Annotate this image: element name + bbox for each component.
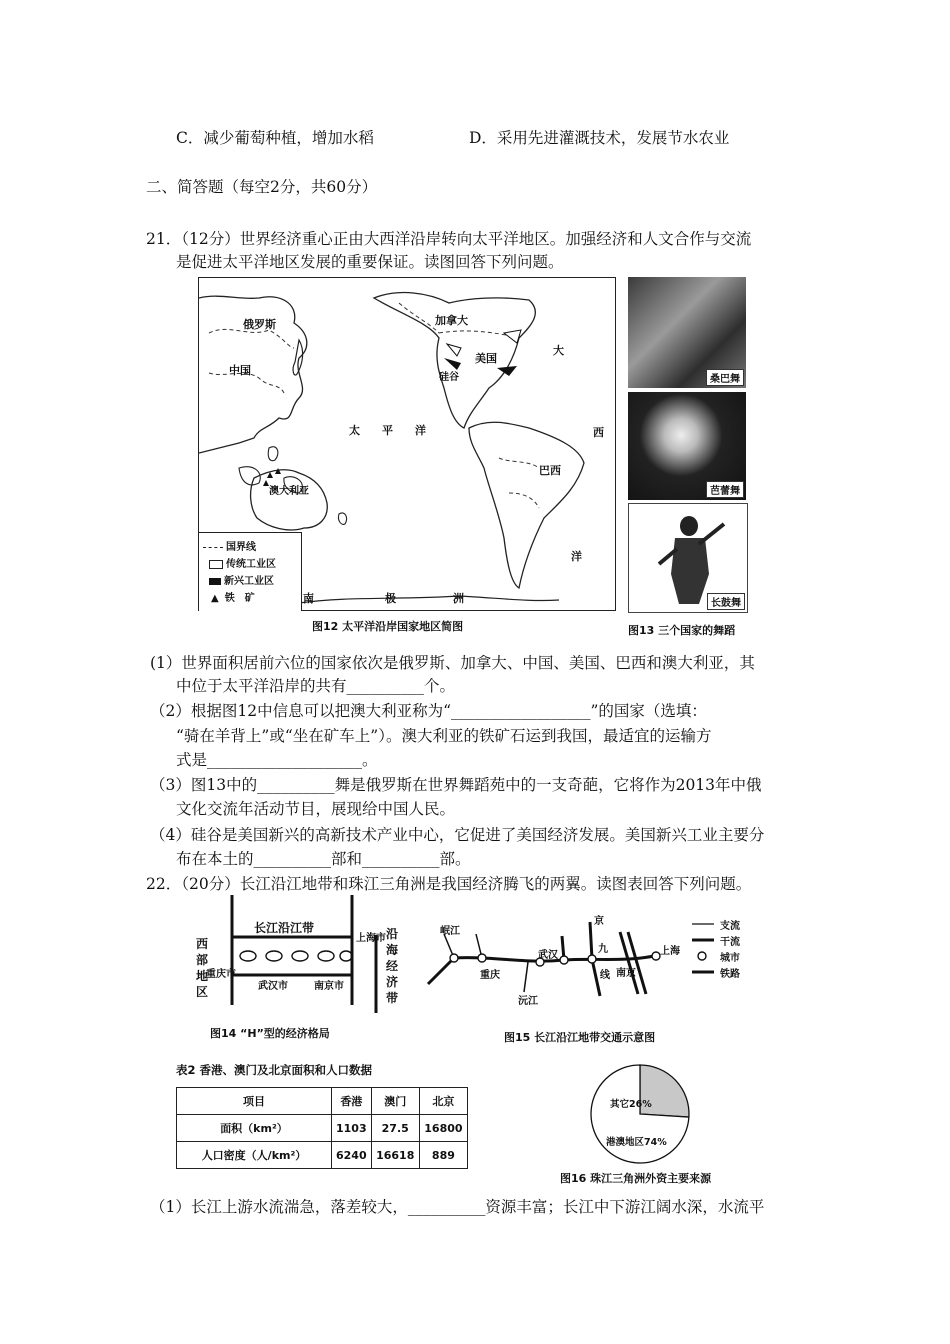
map-label-canada: 加拿大 — [435, 314, 468, 327]
fig14-west-2: 部 — [196, 953, 209, 967]
table-cell: 16618 — [371, 1142, 419, 1169]
q21-sub4-line2: 布在本土的__________部和__________部。 — [176, 850, 471, 868]
option-c: C．减少葡萄种植，增加水稻 — [176, 129, 374, 147]
q21-sub3-line1: （3）图13中的__________舞是俄罗斯在世界舞蹈苑中的一支奇葩，它将作为2013年中俄 — [150, 776, 762, 794]
table-header-macau: 澳门 — [371, 1088, 419, 1115]
map-label-usa: 美国 — [475, 352, 497, 365]
fig14-coast-4: 济 — [386, 975, 399, 989]
figure16-caption: 图16 珠江三角洲外资主要来源 — [560, 1172, 712, 1185]
map-label-silicon-valley: 硅谷 — [439, 372, 459, 383]
fig14-coast-5: 带 — [386, 991, 399, 1005]
fig14-chongqing: 重庆市 — [206, 969, 236, 980]
pie-label-hk-macau: 港澳地区74% — [606, 1137, 667, 1148]
q21-sub3-line2: 文化交流年活动节目，展现给中国人民。 — [176, 800, 456, 818]
pie-label-other: 其它26% — [610, 1099, 652, 1110]
figure14-caption: 图14 “H”型的经济格局 — [210, 1027, 330, 1040]
fig15-yuanjiang: 沅江 — [518, 996, 538, 1007]
q21-sub4-line1: （4）硅谷是美国新兴的高新技术产业中心，它促进了美国经济发展。美国新兴工业主要分 — [150, 826, 765, 844]
transport-drawing — [424, 912, 764, 1012]
map-label-antarctica-2: 极 — [385, 592, 396, 605]
q21-intro-line1: 21．（12分）世界经济重心正由大西洋沿岸转向太平洋地区。加强经济和人文合作与交流 — [146, 230, 752, 248]
foreign-investment-pie — [588, 1062, 692, 1166]
map-label-pacific-3: 洋 — [415, 424, 426, 437]
fig14-nanjing: 南京市 — [314, 981, 344, 992]
map-label-antarctica-3: 洲 — [453, 592, 464, 605]
photo-ballet-label: 芭蕾舞 — [706, 481, 744, 498]
fig15-legend-city: 城市 — [720, 953, 740, 964]
table-row — [177, 1115, 468, 1142]
legend-emerging: 新兴工业区 — [203, 572, 274, 587]
photo-drum-dance — [628, 503, 748, 613]
fig15-jiu: 九 — [598, 944, 608, 955]
table-header-item: 项目 — [177, 1088, 332, 1115]
legend-traditional: 传统工业区 — [203, 555, 276, 570]
fig14-coast-3: 经 — [386, 959, 399, 973]
table-header-hk: 香港 — [332, 1088, 372, 1115]
table-cell: 27.5 — [371, 1115, 419, 1142]
q21-sub2-line1: （2）根据图12中信息可以把澳大利亚称为“__________________”的国家（选填： — [150, 702, 707, 720]
q21-intro-line2: 是促进太平洋地区发展的重要保证。读图回答下列问题。 — [176, 253, 564, 271]
fig14-coast-1: 沿 — [386, 927, 399, 941]
q21-sub1-line2: 中位于太平洋沿岸的共有__________个。 — [176, 677, 456, 695]
option-d: D．采用先进灌溉技术，发展节水农业 — [469, 129, 730, 147]
fig14-belt-label: 长江沿江带 — [254, 921, 315, 935]
table-cell: 16800 — [419, 1115, 467, 1142]
pie-svg — [588, 1062, 692, 1166]
photo-samba-label: 桑巴舞 — [706, 369, 744, 386]
fig15-nanjing: 南京 — [616, 968, 636, 979]
map-label-brazil: 巴西 — [539, 464, 561, 477]
fig14-west-4: 区 — [196, 985, 209, 999]
map-label-atlantic-3: 洋 — [571, 550, 582, 563]
figure15-caption: 图15 长江沿江地带交通示意图 — [504, 1031, 656, 1044]
legend-iron: ▲ 铁 矿 — [211, 593, 255, 604]
map-label-pacific-2: 平 — [382, 424, 393, 437]
fig15-jing: 京 — [594, 916, 604, 927]
table-cell: 1103 — [332, 1115, 372, 1142]
map-label-australia: 澳大利亚 — [269, 486, 309, 497]
map-legend — [199, 532, 302, 611]
map-label-antarctica-1: 南 — [303, 592, 314, 605]
q21-sub1-line1: (1）世界面积居前六位的国家依次是俄罗斯、加拿大、中国、美国、巴西和澳大利亚，其 — [150, 654, 755, 672]
q21-sub2-line3: 式是____________________。 — [176, 751, 378, 769]
table-cell: 人口密度（人/km²） — [177, 1142, 332, 1169]
table-cell: 6240 — [332, 1142, 372, 1169]
area-population-table — [176, 1087, 468, 1169]
fig14-west-3: 地 — [196, 969, 209, 983]
table-row — [177, 1142, 468, 1169]
table-header-row — [177, 1088, 468, 1115]
fig14-coast-2: 海 — [386, 943, 399, 957]
map-label-atlantic-2: 西 — [593, 426, 604, 439]
fig15-minjiang: 岷江 — [440, 926, 460, 937]
fig15-legend-tributary: 支流 — [720, 921, 740, 932]
h-pattern-diagram — [190, 895, 430, 1015]
fig14-west-1: 西 — [196, 937, 209, 951]
fig15-shanghai: 上海 — [660, 946, 680, 957]
q22-sub1-line1: （1）长江上游水流湍急，落差较大，__________资源丰富；长江中下游江阔水深，水流平 — [150, 1198, 765, 1216]
table-cell: 面积（km²） — [177, 1115, 332, 1142]
photo-ballet — [628, 392, 746, 500]
fig15-legend-railway: 铁路 — [720, 969, 740, 980]
table-header-beijing: 北京 — [419, 1088, 467, 1115]
yangtze-transport-diagram — [424, 912, 764, 1012]
legend-border: 国界线 — [203, 538, 256, 553]
fig14-wuhan: 武汉市 — [258, 981, 288, 992]
map-label-russia: 俄罗斯 — [243, 318, 276, 331]
table-cell: 889 — [419, 1142, 467, 1169]
map-label-china: 中国 — [229, 364, 251, 377]
pacific-map — [198, 277, 616, 611]
map-label-atlantic-1: 大 — [553, 344, 564, 357]
table2-title: 表2 香港、澳门及北京面积和人口数据 — [176, 1063, 373, 1077]
section-title: 二、简答题（每空2分，共60分） — [146, 178, 378, 196]
fig15-wuhan: 武汉 — [538, 950, 558, 961]
fig15-legend-main: 干流 — [720, 937, 740, 948]
fig14-shanghai: 上海市 — [356, 933, 386, 944]
photo-samba — [628, 277, 746, 388]
fig15-xian: 线 — [600, 970, 610, 981]
map-label-pacific-1: 太 — [349, 424, 360, 437]
photo-drum-label: 长鼓舞 — [707, 593, 745, 610]
fig15-chongqing: 重庆 — [480, 970, 500, 981]
q22-intro: 22．（20分）长江沿江地带和珠江三角洲是我国经济腾飞的两翼。读图表回答下列问题。 — [146, 875, 752, 893]
figure13-caption: 图13 三个国家的舞蹈 — [628, 624, 736, 637]
q21-sub2-line2: “骑在羊背上”或“坐在矿车上”）。澳大利亚的铁矿石运到我国，最适宜的运输方 — [176, 727, 712, 745]
figure12-caption: 图12 太平洋沿岸国家地区简图 — [312, 620, 464, 633]
